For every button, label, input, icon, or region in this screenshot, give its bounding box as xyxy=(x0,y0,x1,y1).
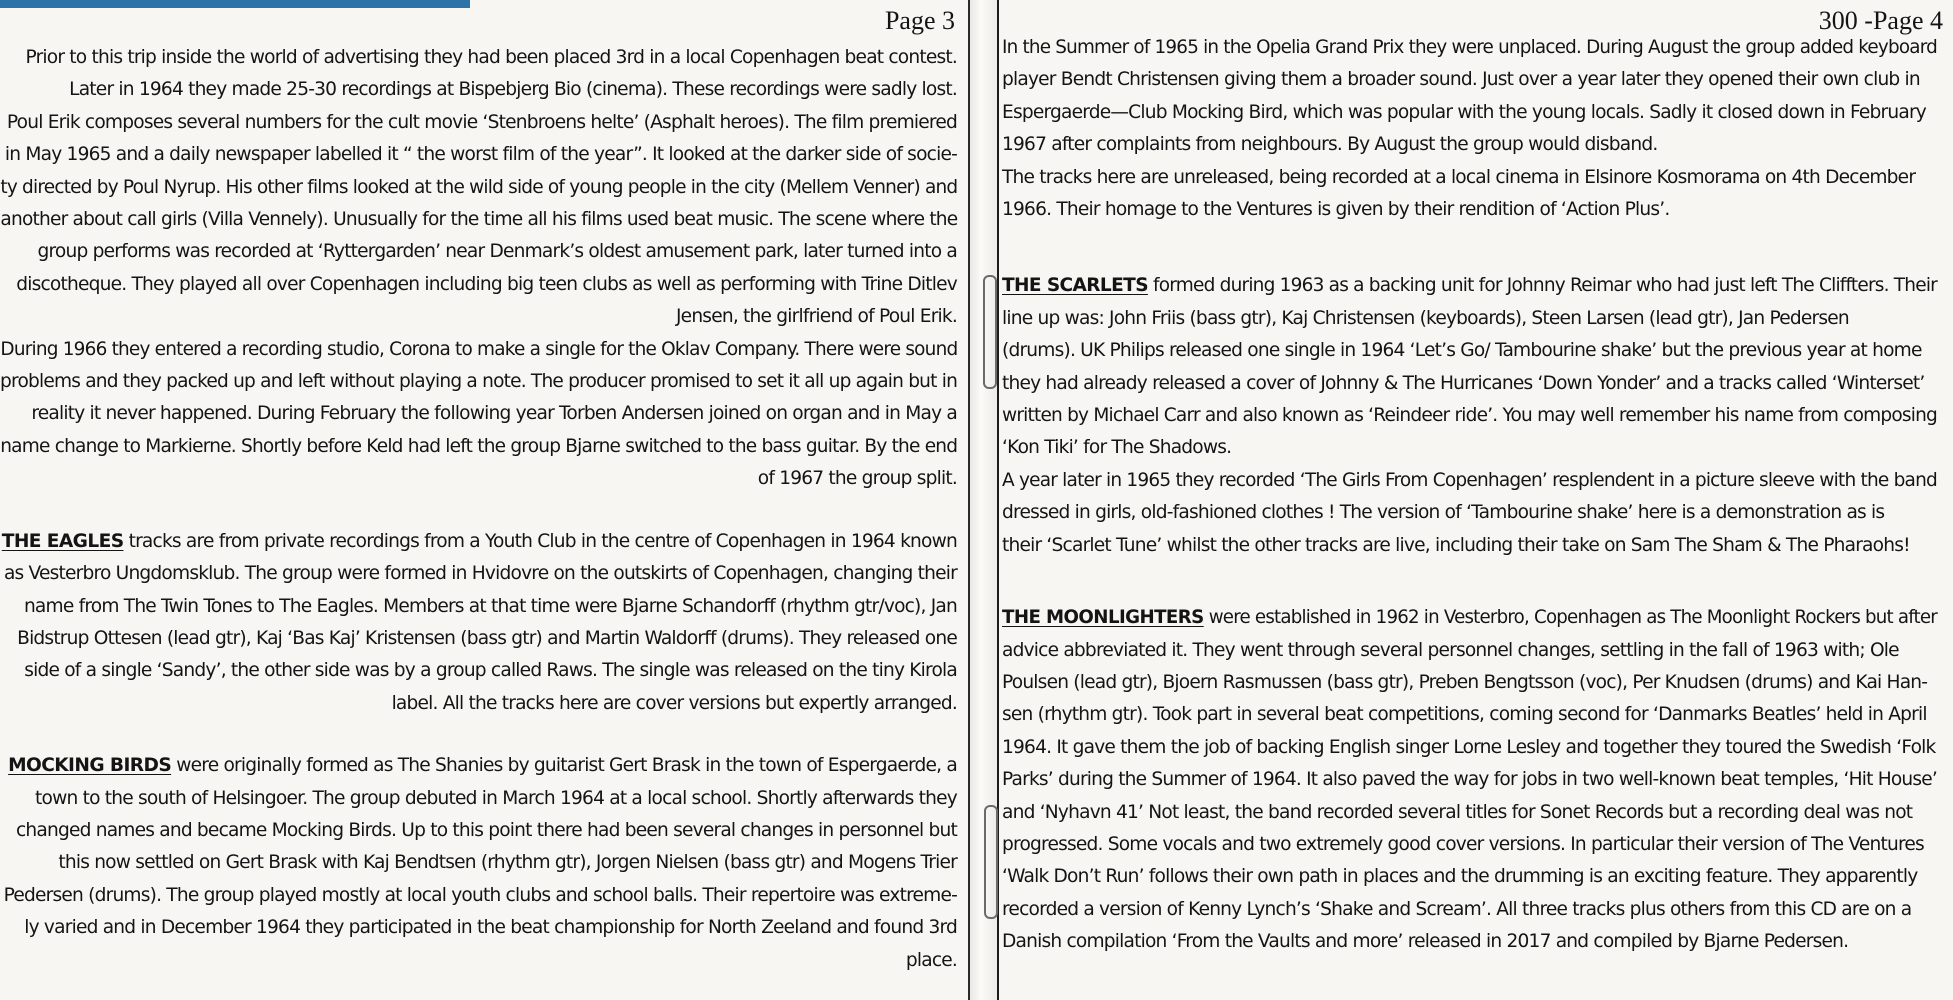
moonlighters-heading: THE MOONLIGHTERS xyxy=(1002,607,1204,629)
scarlets-heading: THE SCARLETS xyxy=(1002,275,1148,297)
text-line: name change to Markierne. Shortly before Keld had left the group Bjarne switched to the bass guitar. By the end xyxy=(0,435,957,457)
text-line: Poul Erik composes several numbers for the cult movie ‘Stenbroens helte’ (Asphalt heroes). The film premiered xyxy=(6,111,957,133)
text-line: written by Michael Carr and also known as ‘Reindeer ride’. You may well remember his name from composing xyxy=(1002,405,1937,427)
text-line: formed during 1963 as a backing unit for Johnny Reimar who had just left The Cliffters. Their xyxy=(1147,275,1937,297)
text-line: town to the south of Helsingoer. The group debuted in March 1964 at a local school. Shortly afterwards they xyxy=(35,787,957,809)
left-second-paragraph xyxy=(0,334,957,496)
text-line: discotheque. They played all over Copenhagen including big teen clubs as well as performing with Trine Ditlev xyxy=(16,273,957,295)
text-line: advice abbreviated it. They went through several personnel changes, settling in the fall of 1963 with; Ole xyxy=(1002,639,1899,661)
text-line: label. All the tracks here are cover versions but expertly arranged. xyxy=(391,692,957,714)
text-line: side of a single ‘Sandy’, the other side was by a group called Raws. The single was released on the tiny Kirola xyxy=(24,660,957,682)
text-line: they had already released a cover of Johnny & The Hurricanes ‘Down Yonder’ and a tracks called ‘Winterset’ xyxy=(1002,372,1925,394)
text-line: In the Summer of 1965 in the Opelia Grand Prix they were unplaced. During August the group added keyboard xyxy=(1002,37,1937,58)
staple-bottom xyxy=(984,805,998,919)
moonlighters-section xyxy=(1002,602,1937,958)
text-line: During 1966 they entered a recording studio, Corona to make a single for the Oklav Company. There were sound xyxy=(0,338,957,360)
scarlets-section xyxy=(1002,270,1937,562)
text-line: tracks are from private recordings from a Youth Club in the centre of Copenhagen in 1964 known xyxy=(123,530,957,552)
eagles-heading: THE EAGLES xyxy=(1,530,124,552)
text-line: and ‘Nyhavn 41’ Not least, the band recorded several titles for Sonet Records but a recording deal was not xyxy=(1002,801,1913,823)
staple-top xyxy=(983,275,997,389)
text-line: problems and they packed up and left without playing a note. The producer promised to set it all up again but in xyxy=(0,371,957,393)
text-line: were established in 1962 in Vesterbro, Copenhagen as The Moonlight Rockers but after xyxy=(1203,607,1937,629)
text-line: The tracks here are unreleased, being recorded at a local cinema in Elsinore Kosmorama on 4th December xyxy=(1002,166,1916,188)
text-line: Parks’ during the Summer of 1964. It also paved the way for jobs in two well-known beat temples, ‘Hit House’ xyxy=(1002,769,1937,791)
right-intro-paragraph xyxy=(1002,32,1937,226)
text-line: Danish compilation ‘From the Vaults and more’ released in 2017 and compiled by Bjarne Pedersen. xyxy=(1002,931,1849,953)
text-line: changed names and became Mocking Birds. Up to this point there had been several changes in personnel but xyxy=(15,819,957,841)
text-line: Later in 1964 they made 25-30 recordings at Bispebjerg Bio (cinema). These recordings were sadly lost. xyxy=(69,79,957,101)
text-line: their ‘Scarlet Tune’ whilst the other tracks are live, including their take on Sam The Sham & The Pharaohs! xyxy=(1002,534,1910,556)
text-line: were originally formed as The Shanies by guitarist Gert Brask in the town of Espergaerde, a xyxy=(171,755,957,777)
text-line: recorded a version of Kenny Lynch’s ‘Shake and Scream’. All three tracks plus others from this CD are on a xyxy=(1002,898,1912,920)
text-line: ly varied and in December 1964 they participated in the beat championship for North Zeeland and found 3rd xyxy=(24,917,957,939)
text-line: as Vesterbro Ungdomsklub. The group were formed in Hvidovre on the outskirts of Copenhagen, changing their xyxy=(3,563,957,585)
text-line: Poulsen (lead gtr), Bjoern Rasmussen (bass gtr), Preben Bengtsson (voc), Per Knudsen (drums) and Kai Han- xyxy=(1002,671,1928,693)
text-line: reality it never happened. During February the following year Torben Andersen joined on organ and in May a xyxy=(31,403,957,425)
left-page xyxy=(0,0,965,1000)
text-line: Pedersen (drums). The group played mostly at local youth clubs and school balls. Their repertoire was extreme- xyxy=(3,884,957,906)
text-line: player Bendt Christensen giving them a broader sound. Just over a year later they opened their own club in xyxy=(1002,69,1920,91)
text-line: in May 1965 and a daily newspaper labelled it “ the worst film of the year”. It looked at the darker side of socie- xyxy=(4,144,957,166)
mocking-birds-heading: MOCKING BIRDS xyxy=(8,755,172,777)
text-line: 1966. Their homage to the Ventures is given by their rendition of ‘Action Plus’. xyxy=(1002,199,1670,221)
text-line: ‘Kon Tiki’ for The Shadows. xyxy=(1002,437,1232,459)
text-line: 1964. It gave them the job of backing English singer Lorne Lesley and together they toured the Swedish ‘Folk xyxy=(1002,736,1936,758)
eagles-section xyxy=(0,526,957,720)
text-line: place. xyxy=(905,949,957,971)
text-line: Espergaerde—Club Mocking Bird, which was popular with the young locals. Sadly it closed down in February xyxy=(1002,101,1926,123)
text-line: this now settled on Gert Brask with Kaj Bendtsen (rhythm gtr), Jorgen Nielsen (bass gtr) and Mogens Trier xyxy=(58,852,957,874)
text-line: 1967 after complaints from neighbours. By August the group would disband. xyxy=(1002,134,1658,156)
text-line: name from The Twin Tones to The Eagles. Members at that time were Bjarne Schandorff (rhythm gtr/voc), Jan xyxy=(23,595,957,617)
text-line: Jensen, the girlfriend of Poul Erik. xyxy=(676,306,957,328)
right-page-number: 300 -Page 4 xyxy=(1818,6,1943,35)
text-line: line up was: John Friis (bass gtr), Kaj Christensen (keyboards), Steen Larsen (lead gtr), Jan Pedersen xyxy=(1002,307,1849,329)
text-line: another about call girls (Villa Vennely). Unusually for the time all his films used beat music. The scene where the xyxy=(0,209,957,231)
left-page-number: Page 3 xyxy=(884,6,955,35)
right-page xyxy=(1000,0,1953,1000)
text-line: group performs was recorded at ‘Ryttergarden’ near Denmark’s oldest amusement park, later turned into a xyxy=(37,241,957,263)
left-intro-paragraph xyxy=(0,42,957,334)
spine-line-left xyxy=(968,0,970,1000)
text-line: Prior to this trip inside the world of advertising they had been placed 3rd in a local Copenhagen beat contest. xyxy=(25,47,957,68)
text-line: (drums). UK Philips released one single in 1964 ‘Let’s Go/ Tambourine shake’ but the previous year at home xyxy=(1002,340,1922,362)
text-line: sen (rhythm gtr). Took part in several beat competitions, coming second for ‘Danmarks Beatles’ held in April xyxy=(1002,704,1927,726)
text-line: A year later in 1965 they recorded ‘The Girls From Copenhagen’ resplendent in a picture sleeve with the band xyxy=(1002,469,1937,491)
text-line: of 1967 the group split. xyxy=(757,468,957,490)
text-line: ‘Walk Don’t Run’ follows their own path in places and the drumming is an exciting feature. They apparently xyxy=(1002,866,1918,888)
mocking-birds-section xyxy=(0,750,957,977)
text-line: ty directed by Poul Nyrup. His other films looked at the wild side of young people in the city (Mellem Venner) and xyxy=(0,176,957,198)
text-line: progressed. Some vocals and two extremely good cover versions. In particular their version of The Ventures xyxy=(1002,833,1924,855)
text-line: dressed in girls, old-fashioned clothes ! The version of ‘Tambourine shake’ here is a demonstration as is xyxy=(1002,502,1885,524)
text-line: Bidstrup Ottesen (lead gtr), Kaj ‘Bas Kaj’ Kristensen (bass gtr) and Martin Waldorff (drums). They released one xyxy=(17,627,957,649)
